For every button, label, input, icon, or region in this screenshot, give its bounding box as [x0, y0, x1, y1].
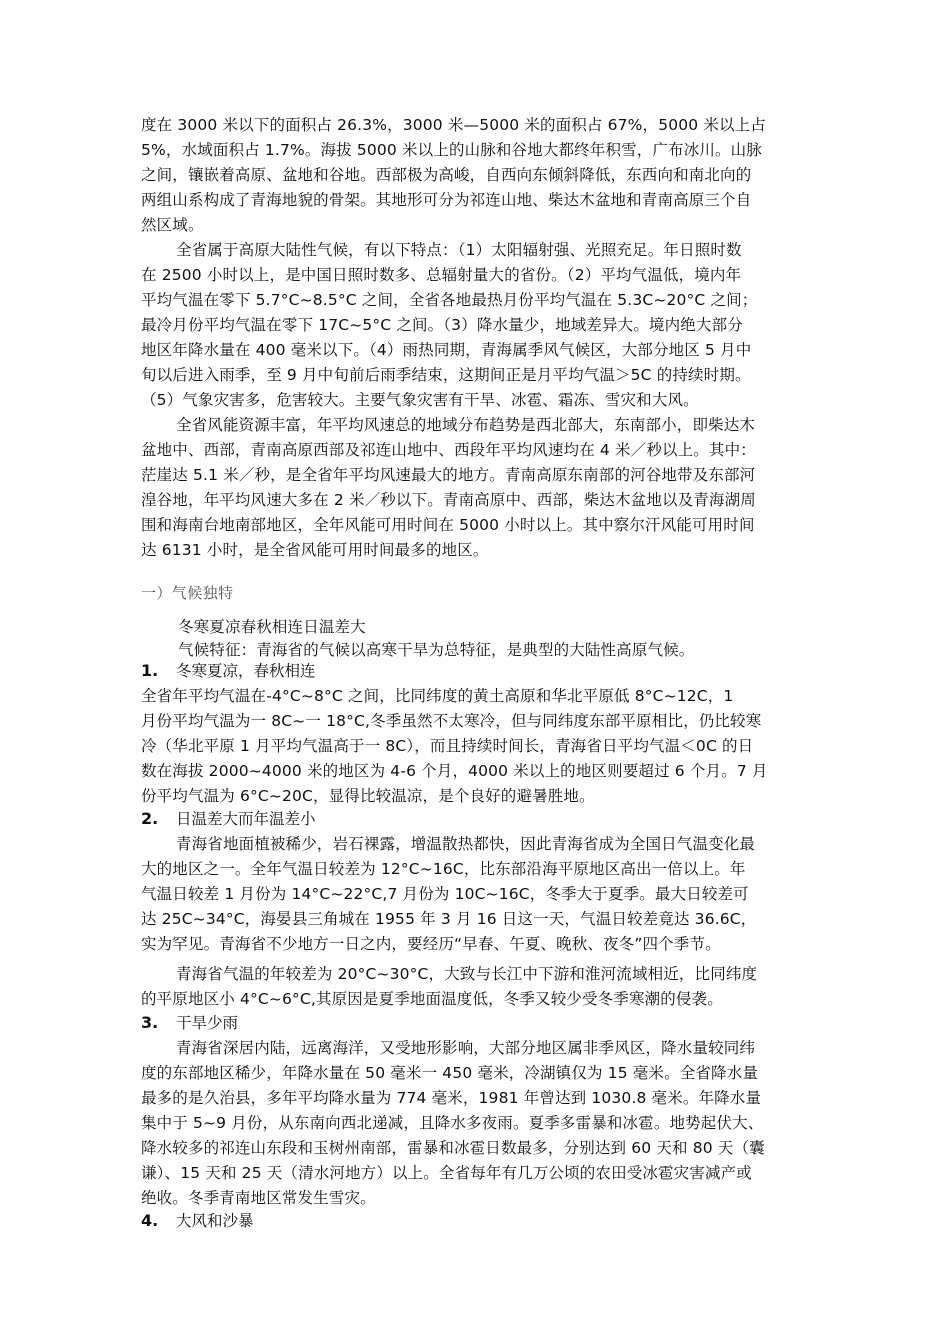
text-line: 盆地中、西部，青南高原西部及祁连山地中、西段年平均风速均在 4 米／秒以上。其中：	[141, 441, 756, 459]
text-line: 围和海南台地南部地区，全年风能可用时间在 5000 小时以上。其中察尔汗风能可用时间	[141, 516, 755, 534]
intro-text: 气候特征：青海省的气候以高寒干旱为总特征，是典型的大陆性高原气候。	[178, 641, 695, 659]
text-line: 青海省地面植被稀少，岩石裸露，增温散热都快，因此青海省成为全国日气温变化最	[176, 835, 756, 853]
item-title: 干旱少雨	[176, 1014, 239, 1032]
text-line: 之间，镶嵌着高原、盆地和谷地。西部极为高峻，自西向东倾斜降低，东西向和南北向的	[141, 166, 752, 184]
text-line: 湟谷地，年平均风速大多在 2 米／秒以下。青南高原中、西部，柴达木盆地以及青海湖周	[141, 491, 756, 509]
text-line: 冷（华北平原 1 月平均气温高于一 8C），而且持续时间长，青海省日平均气温＜0C 的日	[141, 737, 754, 755]
text-line: 份平均气温为 6°C~20C，显得比较温凉，是个良好的避暑胜地。	[141, 787, 595, 805]
text-line: 降水较多的祁连山东段和玉树州南部，雷暴和冰雹日数最多，分别达到 60 天和 80 天（囊	[141, 1139, 765, 1157]
text-line: 度在 3000 米以下的面积占 26.3%，3000 米—5000 米的面积占 67%，5000 米以上占	[141, 116, 766, 134]
section-heading: 一）气候独特	[141, 584, 234, 602]
text-line: 在 2500 小时以上，是中国日照时数多、总辐射量大的省份。（2）平均气温低，境内年	[141, 266, 742, 284]
text-line: 集中于 5~9 月份，从东南向西北递减，且降水多夜雨。夏季多雷暴和冰雹。地势起伏大、	[141, 1114, 764, 1132]
text-line: 茫崖达 5.1 米／秒，是全省年平均风速最大的地方。青南高原东南部的河谷地带及东部河	[141, 466, 756, 484]
text-line: 数在海拔 2000~4000 米的地区为 4-6 个月，4000 米以上的地区则要超过 6 个月。7 月	[141, 762, 768, 780]
text-line: 大的地区之一。全年气温日较差为 12°C~16C，比东部沿海平原地区高出一倍以上。年	[141, 860, 746, 878]
text-line: 最多的是久治县，多年平均降水量为 774 毫米，1981 年曾达到 1030.8 毫米。年降水量	[141, 1089, 762, 1107]
text-line: 全省风能资源丰富，年平均风速总的地域分布趋势是西北部大，东南部小，即柴达木	[176, 416, 756, 434]
text-line: （5）气象灾害多，危害较大。主要气象灾害有干旱、冰雹、霜冻、雪灾和大风。	[141, 391, 699, 409]
text-line: 平均气温在零下 5.7°C~8.5°C 之间，全省各地最热月份平均气温在 5.3C~20°C 之间；	[141, 291, 758, 309]
item-title: 大风和沙暴	[176, 1212, 254, 1230]
text-line: 月份平均气温为一 8C~一 18°C,冬季虽然不太寒冷，但与同纬度东部平原相比，仍比较寒	[141, 712, 762, 730]
item-number: 1.	[141, 661, 159, 680]
text-line: 实为罕见。青海省不少地方一日之内，要经历“早春、午夏、晚秋、夜冬”四个季节。	[141, 935, 721, 953]
text-line: 然区域。	[141, 216, 204, 234]
item-title: 日温差大而年温差小	[176, 810, 316, 828]
text-line: 全省属于高原大陆性气候，有以下特点：（1）太阳辐射强、光照充足。年日照时数	[176, 241, 742, 259]
text-line: 度的东部地区稀少，年降水量在 50 毫米一 450 毫米，冷湖镇仅为 15 毫米。全省降水量	[141, 1064, 758, 1082]
text-line: 绝收。冬季青南地区常发生雪灾。	[141, 1189, 376, 1207]
text-line: 青海省气温的年较差为 20°C~30°C，大致与长江中下游和淮河流域相近，比同纬度	[176, 965, 758, 983]
text-line: 青海省深居内陆，远离海洋，又受地形影响，大部分地区属非季风区，降水量较同纬	[176, 1039, 756, 1057]
item-title: 冬寒夏凉，春秋相连	[176, 662, 316, 680]
text-line: 旬以后进入雨季，至 9 月中旬前后雨季结束，这期间正是月平均气温＞5C 的持续时期。	[141, 366, 751, 384]
item-number: 3.	[141, 1013, 159, 1032]
item-number: 4.	[141, 1211, 159, 1230]
subtitle: 冬寒夏凉春秋相连日温差大	[178, 618, 366, 636]
text-line: 谦）、15 天和 25 天（清水河地方）以上。全省每年有几万公顷的农田受冰雹灾害减产或	[141, 1164, 752, 1182]
text-line: 5%，水域面积占 1.7%。海拔 5000 米以上的山脉和谷地大都终年积雪，广布冰川。山脉	[141, 141, 762, 159]
item-number: 2.	[141, 809, 159, 828]
text-line: 两组山系构成了青海地貌的骨架。其地形可分为祁连山地、柴达木盆地和青南高原三个自	[141, 191, 752, 209]
text-line: 达 25C~34°C，海晏县三角城在 1955 年 3 月 16 日这一天，气温日较差竟达 36.6C，	[141, 910, 757, 928]
text-line: 最冷月份平均气温在零下 17C~5°C 之间。（3）降水量少，地域差异大。境内绝大部分	[141, 316, 743, 334]
text-line: 达 6131 小时，是全省风能可用时间最多的地区。	[141, 541, 489, 559]
text-line: 的平原地区小 4°C~6°C,其原因是夏季地面温度低，冬季又较少受冬季寒潮的侵袭。	[141, 990, 723, 1008]
text-line: 气温日较差 1 月份为 14°C~22°C,7 月份为 10C~16C，冬季大于夏季。最大日较差可	[141, 885, 749, 903]
text-line: 地区年降水量在 400 毫米以下。（4）雨热同期，青海属季风气候区，大部分地区 5 月中	[141, 341, 752, 359]
text-line: 全省年平均气温在-4°C~8°C 之间，比同纬度的黄土高原和华北平原低 8°C~12C，1	[141, 687, 734, 705]
